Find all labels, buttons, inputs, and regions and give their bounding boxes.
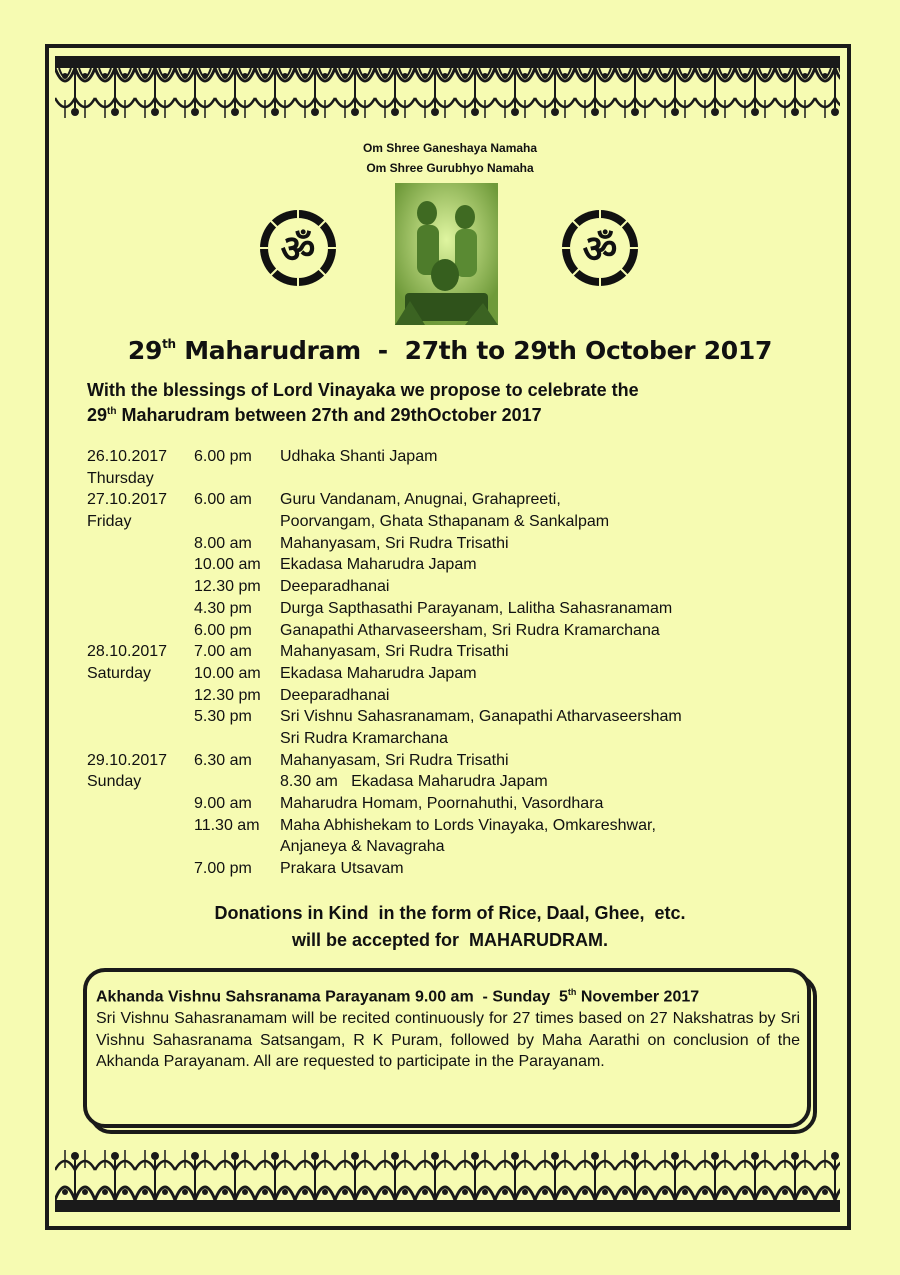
schedule-event: Sri Rudra Kramarchana (280, 729, 449, 747)
decorative-border-bottom (55, 1142, 840, 1212)
schedule-time: 6.00 am (194, 491, 252, 509)
schedule-date: 26.10.2017 (87, 448, 168, 465)
schedule-event: Deeparadhanai (280, 686, 390, 704)
schedule-event: Mahanyasam, Sri Rudra Trisathi (280, 643, 509, 661)
schedule-time: 7.00 pm (194, 860, 252, 878)
schedule-date: Thursday (87, 469, 154, 487)
schedule-event: Ganapathi Atharvaseersham, Sri Rudra Kramarchana (280, 621, 660, 639)
schedule-time: 12.30 pm (194, 686, 261, 704)
schedule-date: 29.10.2017 (87, 751, 168, 769)
schedule-time: 12.30 pm (194, 578, 261, 596)
schedule-time: 6.30 am (194, 751, 252, 769)
schedule-time: 6.00 pm (194, 621, 252, 639)
schedule-time: 5.30 pm (194, 708, 252, 726)
schedule-event: Maha Abhishekam to Lords Vinayaka, Omkareshwar, (280, 816, 656, 834)
schedule-event: Udhaka Shanti Japam (280, 448, 438, 465)
deity-image (395, 183, 498, 325)
schedule-time: 10.00 am (194, 556, 261, 574)
schedule-event: Mahanyasam, Sri Rudra Trisathi (280, 751, 509, 769)
intro-line-1: With the blessings of Lord Vinayaka we propose to celebrate the (87, 380, 639, 400)
schedule-time: 11.30 am (194, 816, 260, 834)
schedule-event: Ekadasa Maharudra Japam (280, 556, 477, 574)
schedule-event: Deeparadhanai (280, 578, 390, 596)
schedule-time: 8.00 am (194, 534, 252, 552)
schedule-event: Ekadasa Maharudra Japam (280, 664, 477, 682)
om-symbol-icon (560, 208, 640, 288)
svg-text:ॐ: ॐ (582, 227, 618, 271)
schedule-time: 7.00 am (194, 643, 252, 661)
schedule-time: 6.00 pm (194, 448, 252, 465)
decorative-border-top (55, 56, 840, 126)
page-title: 29th Maharudram - 27th to 29th October 2017 (127, 336, 773, 365)
notice-body: Sri Vishnu Sahasranamam will be recited continuously for 27 times based on 27 Nakshatras by Sri Vishnu Sahasranama Satsangam, R K Puram, followed by Maha Aarathi on conclusion of the Akhanda Parayanam. All are requested to participate in the Parayanam. (96, 1010, 800, 1071)
schedule-event: Prakara Utsavam (280, 860, 404, 878)
donation-line-2: will be accepted for MAHARUDRAM. (291, 930, 609, 950)
intro-text: With the blessings of Lord Vinayaka we propose to celebrate the 29th Maharudram between 27th and 29thOctober 2017 (87, 380, 639, 425)
schedule-time: 9.00 am (194, 795, 252, 812)
schedule-event: Durga Sapthasathi Parayanam, Lalitha Sahasranamam (280, 599, 673, 617)
schedule-event: Maharudra Homam, Poornahuthi, Vasordhara (280, 795, 604, 812)
invocation-line-1: Om Shree Ganeshaya Namaha (362, 141, 538, 155)
schedule-event: Anjaneya & Navagraha (280, 838, 445, 856)
schedule-event: Sri Vishnu Sahasranamam, Ganapathi Atharvaseersham (280, 708, 682, 726)
om-symbol-icon (258, 208, 338, 288)
invocation-line-2: Om Shree Gurubhyo Namaha (366, 161, 534, 175)
schedule-date: Sunday (87, 773, 142, 791)
notice-heading: Akhanda Vishnu Sahsranama Parayanam 9.00 am - Sunday 5th November 2017 (96, 987, 700, 1006)
donation-note (0, 900, 900, 954)
schedule-event: Guru Vandanam, Anugnai, Grahapreeti, (280, 491, 561, 509)
schedule-event: Mahanyasam, Sri Rudra Trisathi (280, 534, 509, 552)
schedule-time: 4.30 pm (194, 599, 252, 617)
schedule-date: 27.10.2017 (87, 491, 168, 509)
schedule-time: 10.00 am (194, 664, 261, 682)
schedule-date: 28.10.2017 (87, 643, 168, 661)
schedule-event: 8.30 am Ekadasa Maharudra Japam (280, 773, 548, 791)
schedule-date: Saturday (87, 664, 152, 682)
svg-text:ॐ: ॐ (280, 227, 316, 271)
donation-line-1: Donations in Kind in the form of Rice, Daal, Ghee, etc. (214, 903, 686, 923)
notice-text (96, 982, 800, 1073)
schedule-date: Friday (87, 513, 132, 531)
schedule-event: Poorvangam, Ghata Sthapanam & Sankalpam (280, 513, 610, 531)
